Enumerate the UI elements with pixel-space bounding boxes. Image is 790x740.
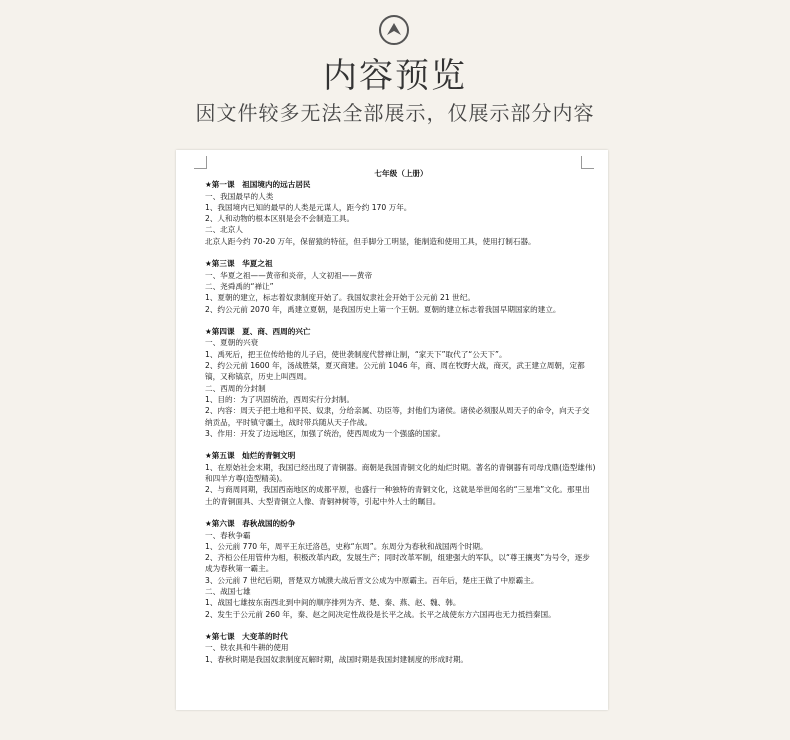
blank-line bbox=[205, 507, 597, 518]
document-line: 2、与商周同期，我国西南地区的成都平原，也盛行一种独特的青铜文化，这就是举世闻名的“三星堆”文化。那里出土的青铜面具、大型青铜立人像、青铜神树等，引起中外人士的瞩目。 bbox=[205, 485, 590, 506]
document-line: 1、夏朝的建立，标志着奴隶制度开始了。我国奴隶社会开始于公元前 21 世纪。 bbox=[205, 293, 475, 303]
document-line: 2、人和动物的根本区别是会不会制造工具。 bbox=[205, 214, 355, 224]
document-line: 二、北京人 bbox=[205, 225, 243, 235]
document-line: 1、春秋时期是我国奴隶制度瓦解时期，战国时期是我国封建制度的形成时期。 bbox=[205, 654, 469, 664]
document-line: 1、在原始社会末期，我国已经出现了青铜器。商朝是我国青铜文化的灿烂时期。著名的青铜器有司母戊鼎(造型雄伟)和四羊方尊(造型精美)。 bbox=[205, 462, 596, 484]
page-subtitle: 因文件较多无法全部展示，仅展示部分内容 bbox=[195, 101, 595, 125]
lesson-heading: ★第四课 夏、商、西周的兴亡 bbox=[205, 327, 311, 337]
document-line: 一、铁农具和牛耕的使用 bbox=[205, 643, 289, 653]
document-line: 一、华夏之祖——黄帝和炎帝，人文初祖——黄帝 bbox=[205, 270, 373, 280]
document-line: 2、内容：周天子把土地和平民、奴隶，分给亲属、功臣等，封他们为诸侯。诸侯必须服从周天子的命令，向天子交纳贡品，平时镇守疆土，战时带兵随从天子作战。 bbox=[205, 406, 590, 427]
document-line: 2、约公元前 1600 年，汤战胜桀，夏灭商建。公元前 1046 年，商、周在牧野大战，商灭，武王建立周朝，定都镐，又称镐京，历史上叫西周。 bbox=[205, 361, 585, 382]
blank-line bbox=[205, 620, 597, 631]
document-line: 1、禹死后，把王位传给他的儿子启，使世袭制度代替禅让制，“家天下”取代了“公天下”。 bbox=[205, 349, 507, 359]
lesson-heading: ★第一课 祖国境内的远古居民 bbox=[205, 180, 311, 190]
document-line: 1、我国境内已知的最早的人类是元谋人，距今约 170 万年。 bbox=[205, 202, 412, 212]
document-line: 二、尧舜禹的“禅让” bbox=[205, 281, 274, 291]
document-line: 1、目的：为了巩固统治，西周实行分封制。 bbox=[205, 394, 355, 404]
blank-line bbox=[205, 439, 597, 450]
document-line: 1、战国七雄按东南西北到中间的顺序排列为齐、楚、秦、燕、赵、魏、韩。 bbox=[205, 598, 461, 608]
document-line: 2、约公元前 2070 年，禹建立夏朝，是我国历史上第一个王朝。夏朝的建立标志着我国早期国家的建立。 bbox=[205, 304, 561, 314]
preview-banner bbox=[0, 0, 790, 150]
document-line: 北京人距今约 70-20 万年，保留猿的特征，但手脚分工明显，能制造和使用工具，使用打制石器。 bbox=[205, 236, 536, 246]
blank-line bbox=[205, 315, 597, 326]
document-line: 2、发生于公元前 260 年，秦、赵之间决定性战役是长平之战。长平之战使东方六国再也无力抵挡秦国。 bbox=[205, 609, 556, 619]
document-line: 2、齐桓公任用管仲为相，积极改革内政，发展生产；同时改革军制，组建强大的军队，以“尊王攘夷”为号令，逐步成为春秋第一霸主。 bbox=[205, 553, 590, 574]
document-line: 一、夏朝的兴衰 bbox=[205, 338, 259, 348]
document-line: 一、春秋争霸 bbox=[205, 530, 251, 540]
lesson-heading: ★第六课 春秋战国的纷争 bbox=[205, 519, 296, 529]
blank-line bbox=[205, 247, 597, 258]
lesson-heading: ★第三课 华夏之祖 bbox=[205, 259, 273, 269]
document-line: 二、战国七雄 bbox=[205, 586, 251, 596]
lesson-heading: ★第七课 大变革的时代 bbox=[205, 632, 288, 642]
document-line: 二、西周的分封制 bbox=[205, 383, 266, 393]
document-line: 一、我国最早的人类 bbox=[205, 191, 274, 201]
page-title: 内容预览 bbox=[323, 56, 467, 96]
document-heading: 七年级（上册） bbox=[374, 169, 428, 178]
lesson-heading: ★第五课 灿烂的青铜文明 bbox=[205, 451, 296, 461]
document-line: 3、公元前 7 世纪后期，晋楚双方城濮大战后晋文公成为中原霸主。百年后，楚庄王做了中原霸主。 bbox=[205, 575, 539, 585]
document-preview bbox=[176, 150, 608, 710]
document-line: 3、作用：开发了边远地区，加强了统治，使西周成为一个强盛的国家。 bbox=[205, 428, 446, 438]
document-body bbox=[205, 168, 597, 665]
document-line: 1、公元前 770 年，周平王东迁洛邑，史称“东周”。东周分为春秋和战国两个时期。 bbox=[205, 541, 488, 551]
up-arrow-circle-icon bbox=[378, 14, 410, 46]
